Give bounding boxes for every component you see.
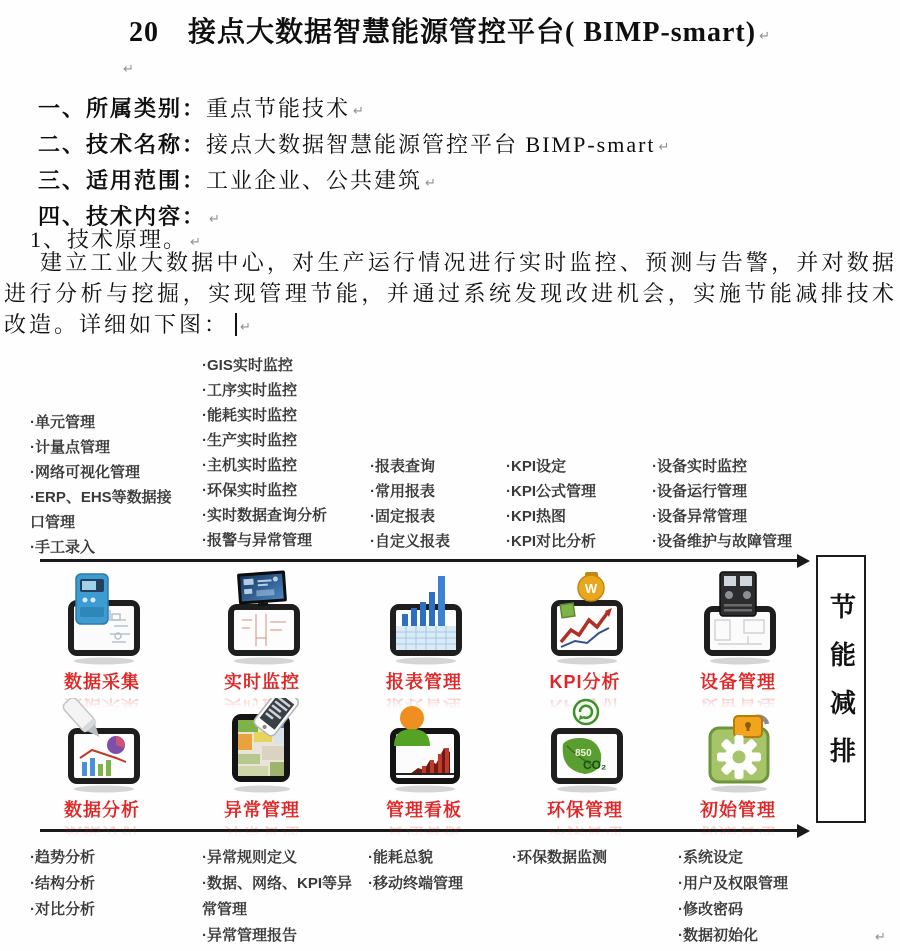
list-item: ·GIS实时监控 [202,357,293,374]
list-item: ·设备运行管理 [652,483,747,500]
section-list [38,92,671,236]
list-item: ·KPI设定 [506,458,567,475]
module-label: 报表管理 [386,672,462,692]
module-label: 环保管理 [547,800,623,820]
monitor-tablet-icon [212,570,312,666]
module-kpi-analysis [525,570,645,694]
module-label: 异常管理 [224,800,300,820]
module-label: 初始管理 [700,800,776,820]
eco-co2-label: CO₂ [583,758,607,772]
paragraph-mark: ↵ [658,140,672,155]
barchart-tablet-icon [374,570,474,666]
page-title [0,10,900,50]
section-label: 四、技术内容： [38,204,207,229]
feature-list-realtime-monitoring [202,353,362,553]
list-item: ·数据初始化 [678,927,758,944]
section-label: 二、技术名称： [38,132,207,157]
list-item: ·用户及权限管理 [678,875,788,892]
paragraph-mark: ↵ [759,29,771,44]
list-item: ·实时数据查询分析 [202,507,327,524]
kpi-currency-symbol: W [584,581,598,596]
list-item: ·KPI对比分析 [506,533,597,550]
feature-list-kpi [506,454,646,554]
feature-list-dashboard [368,845,518,897]
section-value: 重点节能技术 [206,96,351,121]
list-item: ·报表查询 [370,458,435,475]
list-item: ·移动终端管理 [368,875,463,892]
list-item: ·设备维护与故障管理 [652,533,792,550]
list-item: ·修改密码 [678,901,743,918]
list-item: ·环保实时监控 [202,482,297,499]
pen-analytics-tablet-icon [52,698,152,794]
list-item: ·KPI公式管理 [506,483,597,500]
list-item: ·能耗总貌 [368,849,433,866]
module-environment-management [525,698,645,822]
feature-list-exception [202,845,352,949]
module-data-analysis [42,698,162,822]
paragraph-mark: ↵ [875,930,886,945]
module-label: 数据分析 [64,800,140,820]
flow-arrow-bottom [40,829,797,832]
feature-list-equipment [652,454,822,554]
section-scope [38,164,671,200]
list-item: ·主机实时监控 [202,457,297,474]
module-label: KPI分析 [549,672,621,692]
module-equipment-management [678,570,798,694]
text-cursor[interactable] [235,313,237,336]
paragraph-text: 建立工业大数据中心，对生产运行情况进行实时监控、预测与告警，并对数据进行分析与挖掘，实现管理节能，并通过系统发现改进机会，实施节能减排技术改造。详细如下图： [4,250,897,337]
module-label: 设备管理 [700,672,776,692]
list-item: ·能耗实时监控 [202,407,297,424]
phone-alerts-tablet-icon [212,698,312,794]
list-item: ·网络可视化管理 [30,464,140,481]
paragraph-mark: ↵ [240,320,254,335]
list-item: ·环保数据监测 [512,849,607,866]
goal-box-label: 节能减排 [826,593,856,785]
module-label: 实时监控 [224,672,300,692]
module-report-management [364,570,484,694]
list-item: ·生产实时监控 [202,432,297,449]
module-label: 数据采集 [64,672,140,692]
list-item: ·KPI热图 [506,508,567,525]
feature-list-environment [512,845,672,871]
feature-list-report [370,454,500,554]
list-item: ·固定报表 [370,508,435,525]
goal-box [816,555,866,823]
paragraph-mark: ↵ [353,104,366,119]
list-item: ·自定义报表 [370,533,450,550]
eco-badge-number: 850 [575,748,592,759]
list-item: ·设备异常管理 [652,508,747,525]
section-category [38,92,671,128]
device-panel-tablet-icon [688,570,788,666]
page-title-text: 20 接点大数据智慧能源管控平台( BIMP-smart) [129,17,757,48]
meter-tablet-icon [52,570,152,666]
flow-arrow-top [40,559,797,562]
section-label: 一、所属类别： [38,96,207,121]
gear-padlock-icon [688,698,788,794]
module-label: 管理看板 [386,800,462,820]
section-value: 接点大数据智慧能源管控平台 BIMP-smart [206,132,656,157]
feature-list-data-collection [30,410,180,560]
list-item: ·异常管理报告 [202,927,297,944]
list-item: ·对比分析 [30,901,95,918]
module-exception-management [202,698,322,822]
section-value: 工业企业、公共建筑 [206,168,423,193]
feature-list-trend-analysis [30,845,180,923]
feature-list-system [678,845,848,949]
body-paragraph [4,247,897,343]
paragraph-mark: ↵ [123,62,134,77]
list-item: ·结构分析 [30,875,95,892]
list-item: ·手工录入 [30,539,95,556]
section-tech-name [38,128,671,164]
module-realtime-monitoring [202,570,322,694]
paragraph-mark: ↵ [425,176,438,191]
list-item: ·设备实时监控 [652,458,747,475]
person-dashboard-icon [374,698,474,794]
module-dashboard [364,698,484,822]
subsection-label: 1、技术原理。 [30,227,188,252]
list-item: ·常用报表 [370,483,435,500]
module-initial-management [678,698,798,822]
eco-co2-tablet-icon [535,698,635,794]
module-data-collection [42,570,162,694]
list-item: ·报警与异常管理 [202,532,312,549]
list-item: ·数据、网络、KPI等异常管理 [202,875,353,918]
list-item: ·异常规则定义 [202,849,297,866]
kpi-trend-tablet-icon [535,570,635,666]
paragraph-mark: ↵ [209,212,222,227]
paragraph-mark: ↵ [190,235,203,250]
list-item: ·单元管理 [30,414,95,431]
section-label: 三、适用范围： [38,168,207,193]
list-item: ·计量点管理 [30,439,110,456]
list-item: ·工序实时监控 [202,382,297,399]
list-item: ·ERP、EHS等数据接口管理 [30,489,172,531]
list-item: ·系统设定 [678,849,743,866]
list-item: ·趋势分析 [30,849,95,866]
